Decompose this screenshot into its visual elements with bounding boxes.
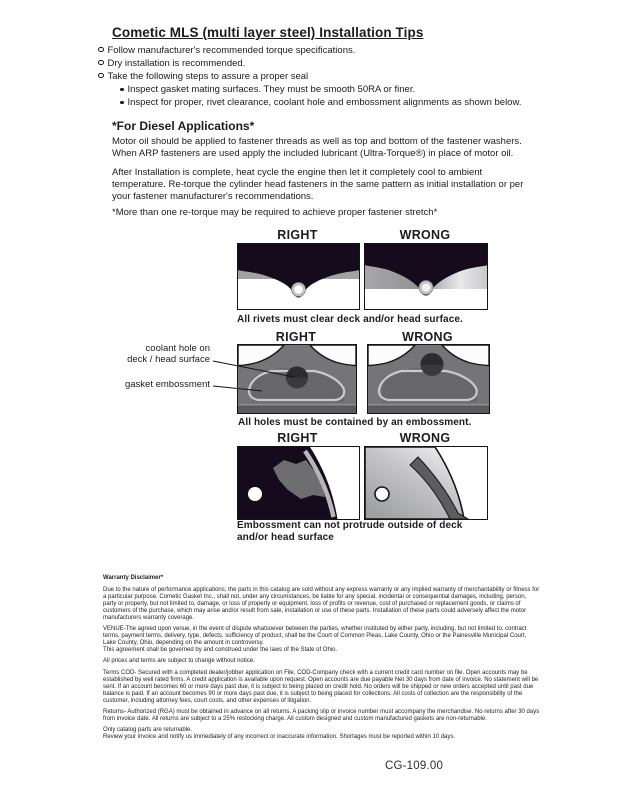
legal-paragraph: Returns- Authorized (RGA) must be obtained in advance on all returns. A packing slip or invoice number must accompany the merchandise. No returns after 30 days from invoice date. All returns are subject to a 25% restocking charge. All custom designed and custom manufactured gaskets are non-returnable. xyxy=(103,709,540,723)
embossment-right-header: RIGHT xyxy=(277,431,318,445)
legal-paragraph: Due to the nature of performance applications, the parts in this catalog are sold without any express warranty or any implied warranty of merchantability or fitness for a particular purpose. Cometic Gasket Inc., shall not, under any circumstances, be liable for any special, incidental or consequential damages, including, person, party or property, but not limited to, damage, or loss of property or equipment, loss of profits or revenue, cost of purchased or replacement goods, or claims of customers of the purchase, which may arise and/or result from sale, installation or use of these parts. Installation of these parts could adversely affect the motor manufacturers warranty coverage. xyxy=(103,587,540,622)
diesel-section-heading: *For Diesel Applications* xyxy=(112,119,255,133)
holes-wrong-diagram xyxy=(367,344,490,414)
open-bullet-icon xyxy=(98,73,104,79)
rivet-right-diagram xyxy=(237,243,360,310)
installation-tips-list xyxy=(98,44,521,109)
embossment-caption-line2: and/or head surface xyxy=(237,532,334,543)
legal-paragraph: VENUE-The agreed upon venue, in the event of dispute whatsoever between the parties, whether instituted by either party, including, but not limited to, contract terms, payment terms, delivery, type, defects, sufficiency of product, shall be the Court of Common Pleas, Lake County, Ohio or the Painesville Municipal Court, Lake County, Ohio, depending on the amount in controversy. xyxy=(103,626,527,647)
rivet-wrong-header: WRONG xyxy=(399,228,451,242)
legal-paragraph: This agreement shall be governed by and construed under the laws of the State of Ohio. xyxy=(103,647,338,654)
embossment-caption-line1: Embossment can not protrude outside of deck xyxy=(237,520,463,531)
list-item xyxy=(98,57,521,70)
holes-wrong-header: WRONG xyxy=(402,330,453,344)
embossment-right-diagram xyxy=(237,446,360,520)
retorque-note: *More than one re-torque may be required to achieve proper fastener stretch* xyxy=(112,207,438,218)
open-bullet-icon xyxy=(98,60,104,66)
coolant-hole-label xyxy=(110,343,210,365)
legal-paragraph: Only catalog parts are returnable. xyxy=(103,727,193,734)
page-code: CG-109.00 xyxy=(385,760,444,772)
gasket-embossment-label: gasket embossment xyxy=(124,379,210,390)
filled-bullet-icon xyxy=(120,101,124,105)
legal-disclaimer-block xyxy=(103,575,540,745)
diesel-paragraph-2: After Installation is complete, heat cycle the engine then let it completely cool to ambient temperature. Re-torque the cylinder head fasteners in the same pattern as initial installation or per your fastener manufacturer's recommendations. xyxy=(112,167,524,202)
coolant-hole-label-line1: coolant hole on xyxy=(145,343,210,354)
label-leader-lines xyxy=(210,355,305,400)
rivet-wrong-diagram xyxy=(364,243,488,310)
holes-caption: All holes must be contained by an embossment. xyxy=(238,417,472,428)
embossment-wrong-header: WRONG xyxy=(399,431,451,445)
legal-paragraph: Terms COD- Secured with a completed dealer/jobber application on File, COD-Company check with a current credit card number on file. Open accounts may be established by well rated firms. A credit application is available upon request. Open accounts are due payable Net 30 days from date of invoice. No statement will be sent. If an account becomes 60 or more days past due, it is subject to being placed on credit hold. No orders will be shipped or new orders accepted until past due balance is paid. If an account becomes 90 or more days past due, it is subject to being placed for collections. All costs of collection are the responsibility of the customer, including attorney fees, court costs, and other expenses of litigation. xyxy=(103,669,539,704)
tip-text: Follow manufacturer's recommended torque specifications. xyxy=(107,45,356,56)
embossment-caption xyxy=(237,520,477,544)
rivet-right-header: RIGHT xyxy=(277,228,318,242)
coolant-hole-label-line2: deck / head surface xyxy=(127,354,210,365)
tip-text: Inspect gasket mating surfaces. They must be smooth 50RA or finer. xyxy=(127,84,416,95)
warranty-disclaimer-heading: Warranty Disclaimer* xyxy=(103,575,164,581)
tip-text: Inspect for proper, rivet clearance, coolant hole and embossment alignments as shown below. xyxy=(127,97,522,108)
tip-text: Dry installation is recommended. xyxy=(107,58,246,69)
embossment-wrong-diagram xyxy=(364,446,488,520)
rivet-caption: All rivets must clear deck and/or head surface. xyxy=(237,314,463,325)
diesel-paragraph-1: Motor oil should be applied to fastener threads as well as top and bottom of the fastener washers. When ARP fasteners are used apply the included lubricant (Ultra-Torque®) in place of motor oil. xyxy=(112,136,522,159)
tip-text: Take the following steps to assure a proper seal xyxy=(107,71,309,82)
list-item xyxy=(120,96,521,109)
page-title: Cometic MLS (multi layer steel) Installation Tips xyxy=(112,25,424,40)
filled-bullet-icon xyxy=(120,88,124,92)
list-item xyxy=(120,83,521,96)
list-item xyxy=(98,70,521,83)
list-item xyxy=(98,44,521,57)
holes-right-header: RIGHT xyxy=(275,330,317,344)
legal-paragraph: Review your invoice and notify us immediately of any incorrect or inaccurate information. Shortages must be reported within 10 days. xyxy=(103,734,456,741)
open-bullet-icon xyxy=(98,47,104,53)
legal-paragraph: All prices and terms are subject to change without notice. xyxy=(103,658,255,665)
